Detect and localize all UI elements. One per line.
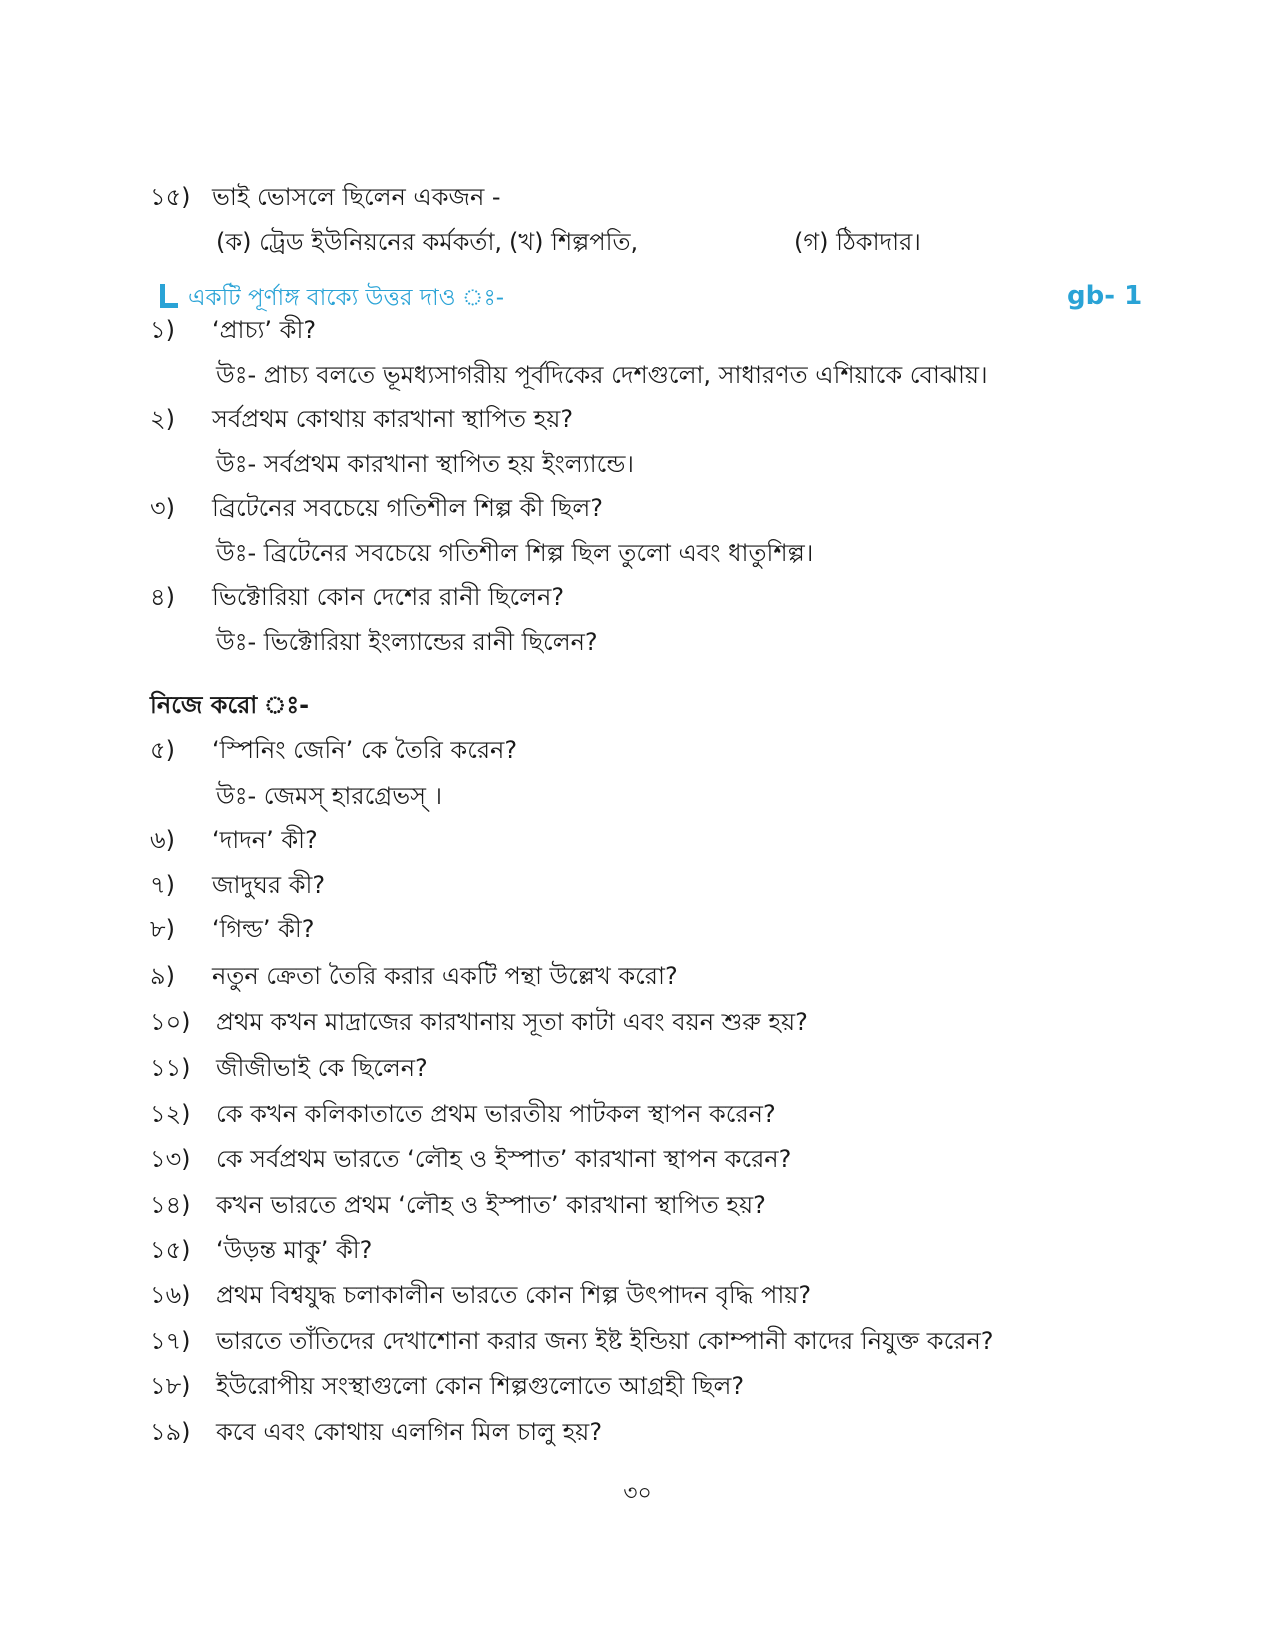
question-number: ১৫): [150, 1236, 191, 1264]
section-bracket-icon: [160, 284, 178, 308]
question-item: [150, 492, 1150, 524]
question-text: প্রথম কখন মাদ্রাজের কারখানায় সূতা কাটা এবং বয়ন শুরু হয়?: [216, 1008, 808, 1036]
question-item: [150, 581, 1150, 613]
option-b: (খ) শিল্পপতি,: [509, 228, 639, 256]
question-text: ‘গিল্ড’ কী?: [212, 915, 315, 943]
question-item: [150, 1006, 1150, 1038]
question-number: ১৮): [150, 1372, 191, 1400]
question-text: ভিক্টোরিয়া কোন দেশের রানী ছিলেন?: [212, 583, 565, 611]
question-item: [150, 824, 1150, 856]
question-number: ৫): [150, 736, 175, 764]
question-text: জীজীভাই কে ছিলেন?: [216, 1054, 428, 1082]
question-item: [150, 1416, 1150, 1448]
question-number: ৬): [150, 826, 175, 854]
answer-text: উঃ- জেমস্ হারগ্রেভস্ ।: [216, 782, 443, 810]
question-text: ইউরোপীয় সংস্থাগুলো কোন শিল্পগুলোতে আগ্রহী ছিল?: [216, 1372, 745, 1400]
question-number: ৩): [150, 494, 175, 522]
answer-text: উঃ- ব্রিটেনের সবচেয়ে গতিশীল শিল্প ছিল তুলো এবং ধাতুশিল্প।: [216, 539, 814, 567]
question-text: ‘প্রাচ্য’ কী?: [212, 316, 317, 344]
answer-text: উঃ- ভিক্টোরিয়া ইংল্যান্ডের রানী ছিলেন?: [216, 628, 598, 656]
option-a: (ক) ট্রেড ইউনিয়নের কর্মকর্তা,: [216, 228, 503, 256]
question-item: [150, 1234, 1150, 1266]
question-item: [150, 913, 1150, 945]
question-text: কখন ভারতে প্রথম ‘লৌহ ও ইস্পাত’ কারখানা স্থাপিত হয়?: [216, 1191, 766, 1219]
page-number: ৩০: [623, 1481, 652, 1506]
question-text: সর্বপ্রথম কোথায় কারখানা স্থাপিত হয়?: [212, 405, 574, 433]
question-text: প্রথম বিশ্বযুদ্ধ চলাকালীন ভারতে কোন শিল্প উৎপাদন বৃদ্ধি পায়?: [216, 1281, 812, 1309]
question-number: ১১): [150, 1054, 191, 1082]
question-item: [150, 1098, 1150, 1130]
question-item: [150, 1370, 1150, 1402]
question-text: ভারতে তাঁতিদের দেখাশোনা করার জন্য ইষ্ট ইন্ডিয়া কোম্পানী কাদের নিযুক্ত করেন?: [216, 1327, 994, 1355]
question-number: ১২): [150, 1100, 191, 1128]
question-item: [150, 1189, 1150, 1221]
question-text: ‘স্পিনিং জেনি’ কে তৈরি করেন?: [212, 736, 518, 764]
question-number: ১৪): [150, 1191, 191, 1219]
self-practice-heading: নিজে করো ঃ-: [150, 691, 310, 719]
question-number: ২): [150, 405, 175, 433]
section-heading: [160, 282, 504, 314]
question-item: [150, 403, 1150, 435]
question-item: [150, 960, 1150, 992]
question-number: ১৬): [150, 1281, 191, 1309]
question-number: ১৫): [150, 183, 191, 211]
question-number: ১০): [150, 1008, 191, 1036]
question-text: ‘উড়ন্ত মাকু’ কী?: [216, 1236, 373, 1264]
question-number: ১৯): [150, 1418, 191, 1446]
question-number: ৪): [150, 583, 175, 611]
question-top: [150, 181, 1150, 213]
question-number: ১): [150, 316, 175, 344]
question-text: ভাই ভোসলে ছিলেন একজন -: [212, 183, 501, 211]
question-item: [150, 1279, 1150, 1311]
question-number: ১৭): [150, 1327, 191, 1355]
question-item: [150, 734, 1150, 766]
option-c: (গ) ঠিকাদার।: [794, 228, 921, 256]
question-text: কে কখন কলিকাতাতে প্রথম ভারতীয় পাটকল স্থাপন করেন?: [216, 1100, 776, 1128]
question-number: ১৩): [150, 1145, 191, 1173]
question-item: [150, 1052, 1150, 1084]
question-item: [150, 1143, 1150, 1175]
question-text: কবে এবং কোথায় এলগিন মিল চালু হয়?: [216, 1418, 603, 1446]
answer-text: উঃ- সর্বপ্রথম কারখানা স্থাপিত হয় ইংল্যান্ডে।: [216, 450, 635, 478]
question-text: ‘দাদন’ কী?: [212, 826, 318, 854]
question-text: জাদুঘর কী?: [212, 871, 326, 899]
question-text: ব্রিটেনের সবচেয়ে গতিশীল শিল্প কী ছিল?: [212, 494, 604, 522]
question-number: ৯): [150, 962, 175, 990]
question-number: ৭): [150, 871, 175, 899]
question-item: [150, 1325, 1150, 1357]
question-text: নতুন ক্রেতা তৈরি করার একটি পন্থা উল্লেখ করো?: [212, 962, 678, 990]
section-code: gb- 1: [1067, 281, 1143, 311]
question-item: [150, 869, 1150, 901]
section-heading-text: একটি পূর্ণাঙ্গ বাক্যে উত্তর দাও ঃ-: [188, 285, 505, 311]
question-text: কে সর্বপ্রথম ভারতে ‘লৌহ ও ইস্পাত’ কারখানা স্থাপন করেন?: [216, 1145, 792, 1173]
question-number: ৮): [150, 915, 175, 943]
question-item: [150, 314, 1150, 346]
answer-text: উঃ- প্রাচ্য বলতে ভূমধ্যসাগরীয় পূর্বদিকের দেশগুলো, সাধারণত এশিয়াকে বোঝায়।: [216, 361, 988, 389]
